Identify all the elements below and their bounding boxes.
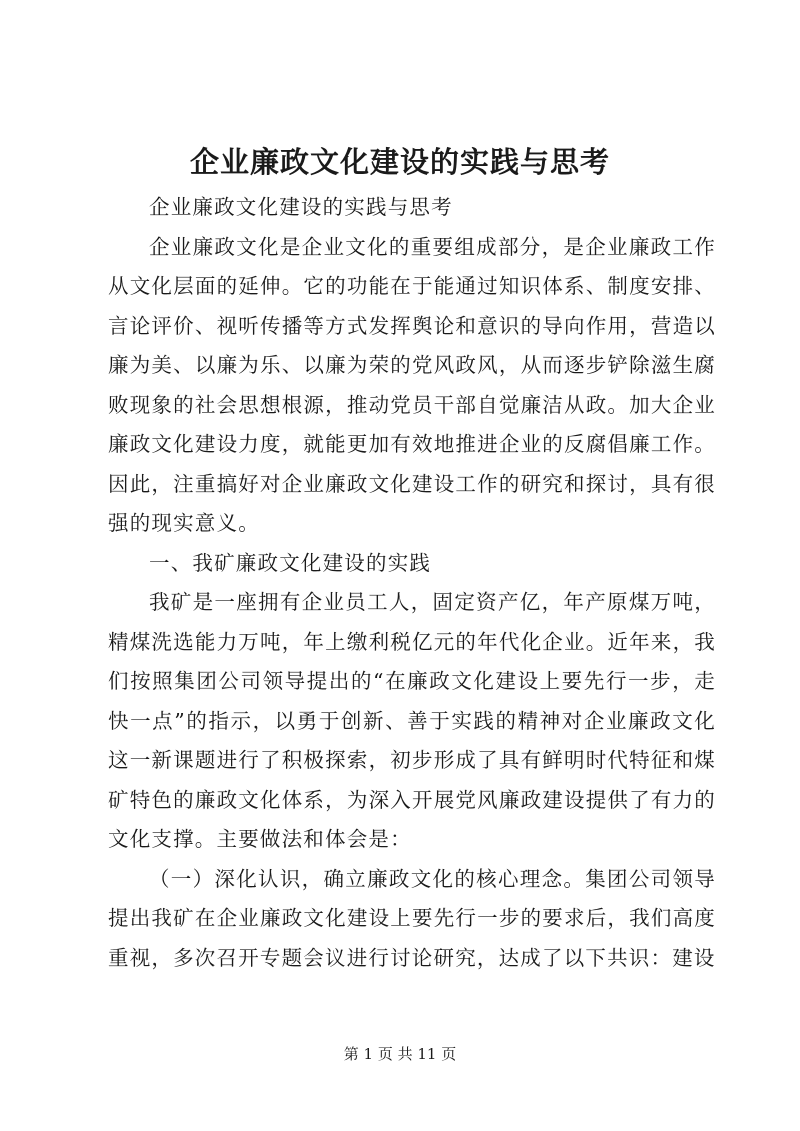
paragraph-subsection-1: （一）深化认识，确立廉政文化的核心理念。集团公司领导提出我矿在企业廉政文化建设上要先行一步的要求后，我们高度重视，多次召开专题会议进行讨论研究，达成了以下共识：建设 bbox=[108, 866, 716, 970]
page-number: 第 1 页 共 11 页 bbox=[343, 1045, 457, 1063]
paragraph-intro: 企业廉政文化是企业文化的重要组成部分，是企业廉政工作从文化层面的延伸。它的功能在于能通过知识体系、制度安排、言论评价、视听传播等方式发挥舆论和意识的导向作用，营造以廉为美、以廉为乐、以廉为荣的党风政风，从而逐步铲除滋生腐败现象的社会思想根源，推动党员干部自觉廉洁从政。加大企业廉政文化建设力度，就能更加有效地推进企业的反腐倡廉工作。因此，注重搞好对企业廉政文化建设工作的研究和探讨，具有很强的现实意义。 bbox=[108, 234, 716, 535]
paragraph-mine-overview: 我矿是一座拥有企业员工人，固定资产亿，年产原煤万吨，精煤洗选能力万吨，年上缴利税亿元的年代化企业。近年来，我们按照集团公司领导提出的“在廉政文化建设上要先行一步，走快一点”的指示，以勇于创新、善于实践的精神对企业廉政文化这一新课题进行了积极探索，初步形成了具有鲜明时代特征和煤矿特色的廉政文化体系，为深入开展党风廉政建设提供了有力的文化支撑。主要做法和体会是： bbox=[108, 590, 716, 851]
section-heading: 一、我矿廉政文化建设的实践 bbox=[149, 550, 432, 575]
paragraph-subtitle: 企业廉政文化建设的实践与思考 bbox=[149, 195, 453, 219]
document-body bbox=[108, 188, 716, 978]
document-title: 企业廉政文化建设的实践与思考 bbox=[189, 145, 610, 179]
